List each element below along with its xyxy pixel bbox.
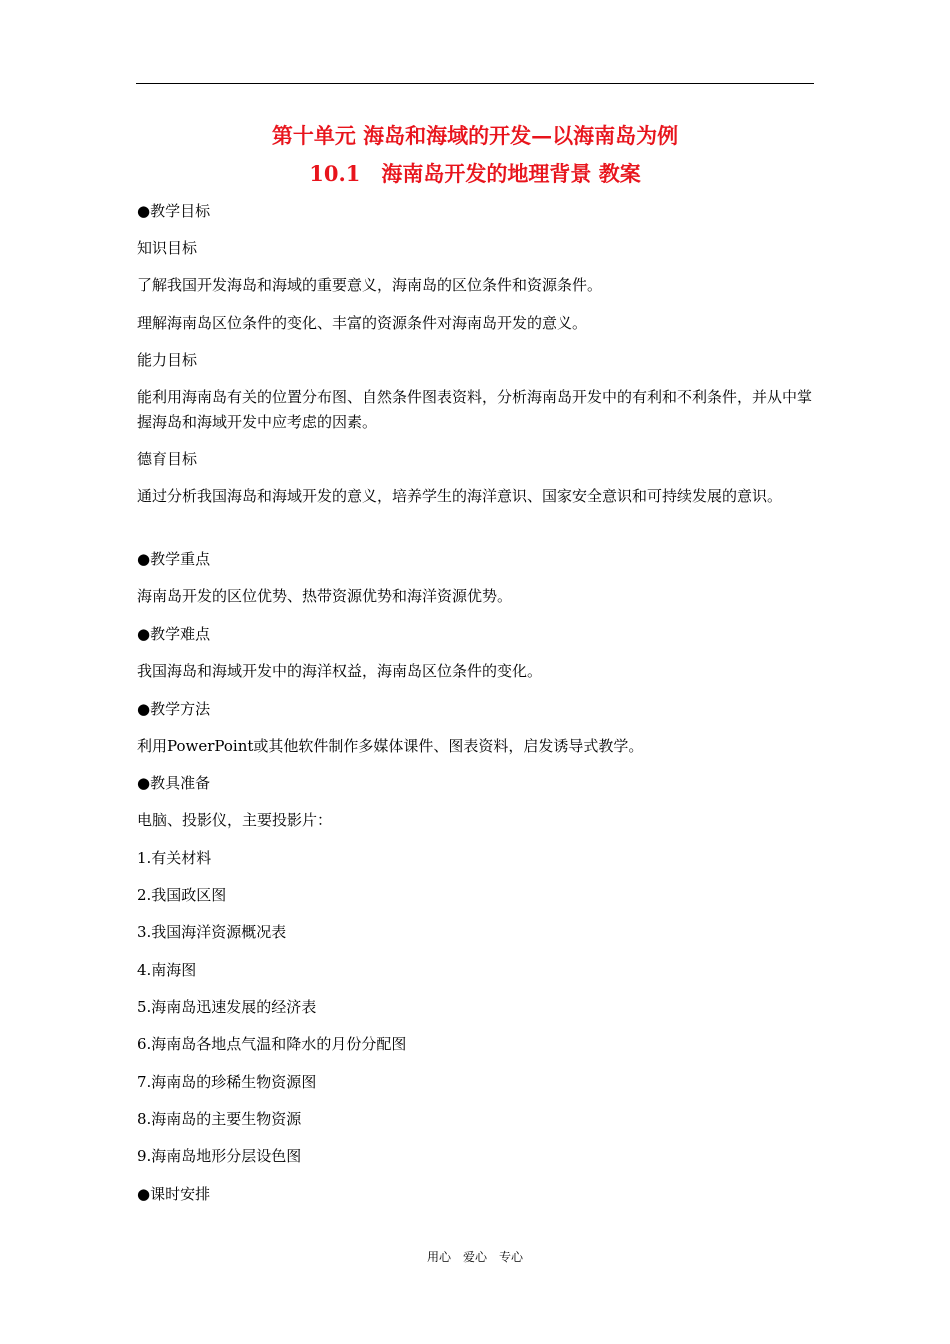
subheading-knowledge: 知识目标 <box>137 239 198 257</box>
paragraph-knowledge-1: 了解我国开发海岛和海域的重要意义，海南岛的区位条件和资源条件。 <box>137 276 603 294</box>
list-item: 5.海南岛迅速发展的经济表 <box>137 998 317 1016</box>
subheading-moral: 德育目标 <box>137 450 198 468</box>
section-heading-goals: ●教学目标 <box>137 202 211 220</box>
section-heading-tools: ●教具准备 <box>137 774 211 792</box>
paragraph-knowledge-2: 理解海南岛区位条件的变化、丰富的资源条件对海南岛开发的意义。 <box>137 314 588 332</box>
paragraph-moral-1: 通过分析我国海岛和海域开发的意义，培养学生的海洋意识、国家安全意识和可持续发展的意识。 <box>137 487 783 505</box>
list-item: 8.海南岛的主要生物资源 <box>137 1110 302 1128</box>
page-footer: 用心 爱心 专心 <box>426 1250 523 1264</box>
list-item: 4.南海图 <box>137 961 197 979</box>
section-heading-difficulty: ●教学难点 <box>137 625 211 643</box>
paragraph-ability-1: 能利用海南岛有关的位置分布图、自然条件图表资料，分析海南岛开发中的有利和不利条件，并从中掌握海岛和海域开发中应考虑的因素。 <box>137 388 813 431</box>
list-item: 7.海南岛的珍稀生物资源图 <box>137 1073 317 1091</box>
paragraph-difficulty-1: 我国海岛和海域开发中的海洋权益，海南岛区位条件的变化。 <box>137 662 543 680</box>
list-item: 6.海南岛各地点气温和降水的月份分配图 <box>137 1035 407 1053</box>
list-item: 2.我国政区图 <box>137 886 227 904</box>
document-title: 第十单元 海岛和海域的开发—以海南岛为例 <box>271 123 679 148</box>
paragraph-focus-1: 海南岛开发的区位优势、热带资源优势和海洋资源优势。 <box>137 587 513 605</box>
header-rule <box>136 83 814 84</box>
paragraph-tools-1: 电脑、投影仪，主要投影片： <box>137 811 333 829</box>
list-item: 9.海南岛地形分层设色图 <box>137 1147 302 1165</box>
list-item: 1.有关材料 <box>137 849 212 867</box>
section-heading-schedule: ●课时安排 <box>137 1185 211 1203</box>
subheading-ability: 能力目标 <box>137 351 198 369</box>
section-heading-focus: ●教学重点 <box>137 550 211 568</box>
section-heading-method: ●教学方法 <box>137 700 211 718</box>
paragraph-method-1: 利用PowerPoint或其他软件制作多媒体课件、图表资料，启发诱导式教学。 <box>137 737 644 755</box>
list-item: 3.我国海洋资源概况表 <box>137 923 287 941</box>
document-subtitle: 10.1 海南岛开发的地理背景 教案 <box>309 161 641 186</box>
